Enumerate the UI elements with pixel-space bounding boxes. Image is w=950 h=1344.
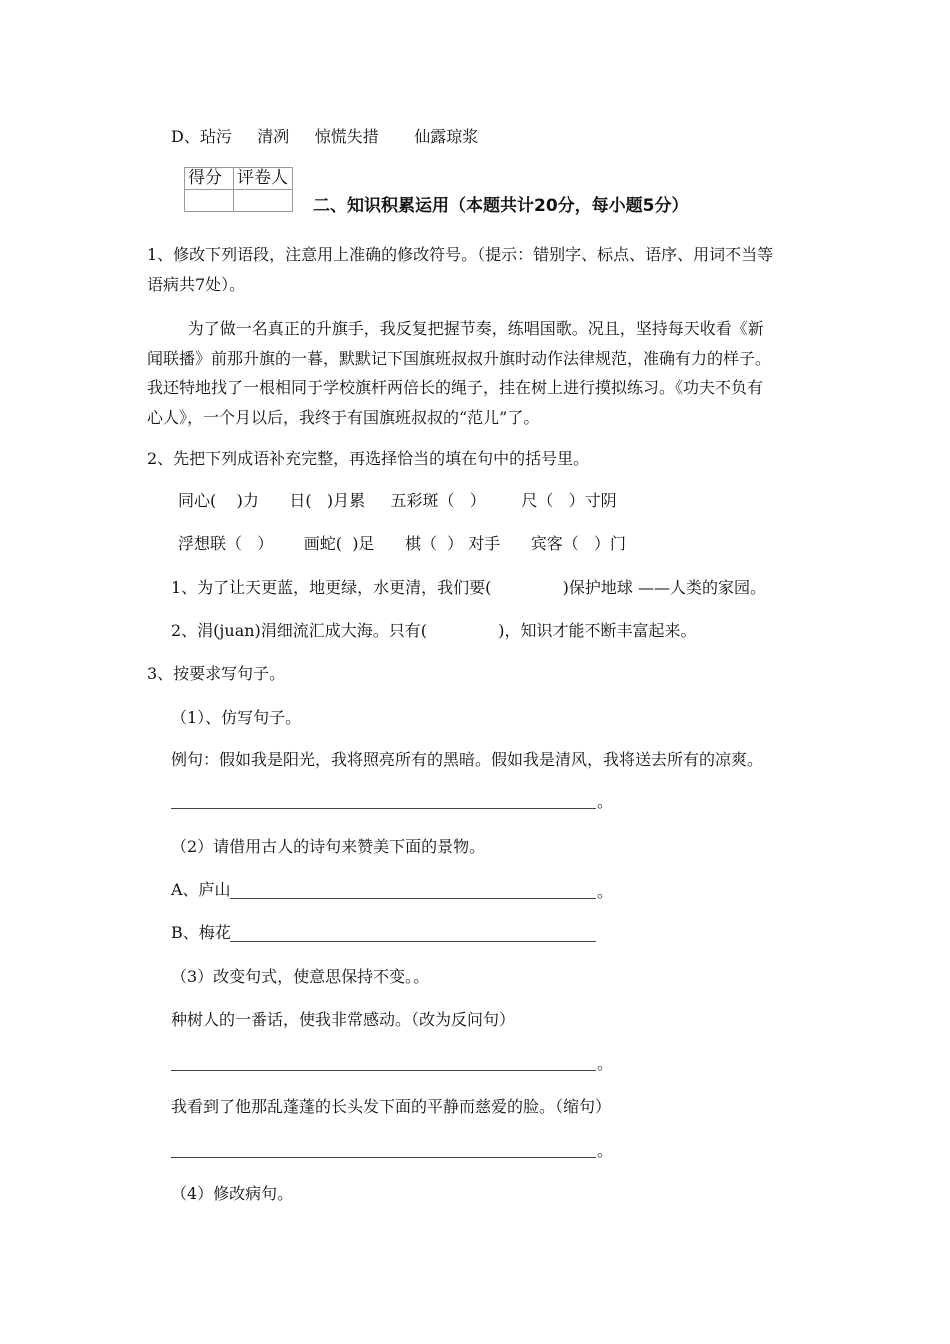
q3-title: 3、按要求写句子。: [147, 664, 286, 683]
answer-line-meihua[interactable]: [230, 941, 596, 942]
answer-line-lushan[interactable]: [230, 898, 596, 899]
score-box: [184, 167, 293, 212]
q3-part1-example: 例句：假如我是阳光，我将照亮所有的黑暗。假如我是清风，我将送去所有的凉爽。: [171, 750, 764, 769]
answer-line-3-period: 。: [597, 1141, 614, 1160]
q3-part2-b: B、梅花: [171, 923, 231, 942]
grader-label: 评卷人: [234, 168, 293, 190]
answer-line-lushan-period: 。: [597, 882, 614, 901]
q1-paragraph-line: 闻联播》前那升旗的一暮，默默记下国旗班叔叔升旗时动作法律规范，准确有力的样子。: [147, 349, 772, 368]
q3-part2-title: （2）请借用古人的诗句来赞美下面的景物。: [171, 837, 486, 856]
q1-line1: 1、修改下列语段，注意用上准确的修改符号。（提示：错别字、标点、语序、用词不当等: [147, 245, 774, 264]
answer-line-2[interactable]: [171, 1070, 596, 1071]
q3-part1-title: （1）、仿写句子。: [171, 708, 302, 727]
answer-line-3[interactable]: [171, 1157, 596, 1158]
q1-paragraph-line: 为了做一名真正的升旗手，我反复把握节奏，练唱国歌。况且，坚持每天收看《新: [147, 319, 764, 338]
q1-paragraph-line: 心人》，一个月以后，我终于有国旗班叔叔的“范儿”了。: [147, 408, 540, 427]
grader-cell[interactable]: [234, 190, 293, 212]
q1-paragraph-line: 我还特地找了一根相同于学校旗杆两倍长的绳子，挂在树上进行摸拟练习。《功夫不负有: [147, 378, 764, 397]
answer-line-2-period: 。: [597, 1054, 614, 1073]
q3-part3-sentence2: 我看到了他那乱蓬蓬的长头发下面的平静而慈爱的脸。（缩句）: [171, 1097, 612, 1116]
q3-part4-title: （4）修改病句。: [171, 1184, 294, 1203]
answer-line-1[interactable]: [171, 808, 596, 809]
q3-part3-sentence1: 种树人的一番话，使我非常感动。（改为反问句）: [171, 1010, 516, 1029]
q3-part3-title: （3）改变句式，使意思保持不变。。: [171, 967, 430, 986]
score-label: 得分: [185, 168, 234, 190]
q3-part2-a: A、庐山: [171, 880, 231, 899]
answer-line-1-period: 。: [597, 792, 614, 811]
q2-idioms-row1: 同心( )力 日( )月累 五彩斑（ ） 尺（ ）寸阴: [178, 491, 617, 510]
section-title: 二、知识积累运用（本题共计20分，每小题5分）: [313, 196, 689, 216]
q2-sentence2: 2、涓(juan)涓细流汇成大海。只有( )，知识才能不断丰富起来。: [171, 621, 697, 640]
q1-line2: 语病共7处）。: [147, 275, 246, 294]
q2-title: 2、先把下列成语补充完整，再选择恰当的填在句中的括号里。: [147, 449, 590, 468]
q2-idioms-row2: 浮想联（ ） 画蛇( )足 棋（ ） 对手 宾客（ ）门: [178, 534, 626, 553]
q2-sentence1: 1、为了让天更蓝，地更绿，水更清，我们要( )保护地球 ——人类的家园。: [171, 578, 766, 597]
score-cell[interactable]: [185, 190, 234, 212]
option-d: D、玷污 清冽 惊慌失措 仙露琼浆: [171, 127, 479, 146]
